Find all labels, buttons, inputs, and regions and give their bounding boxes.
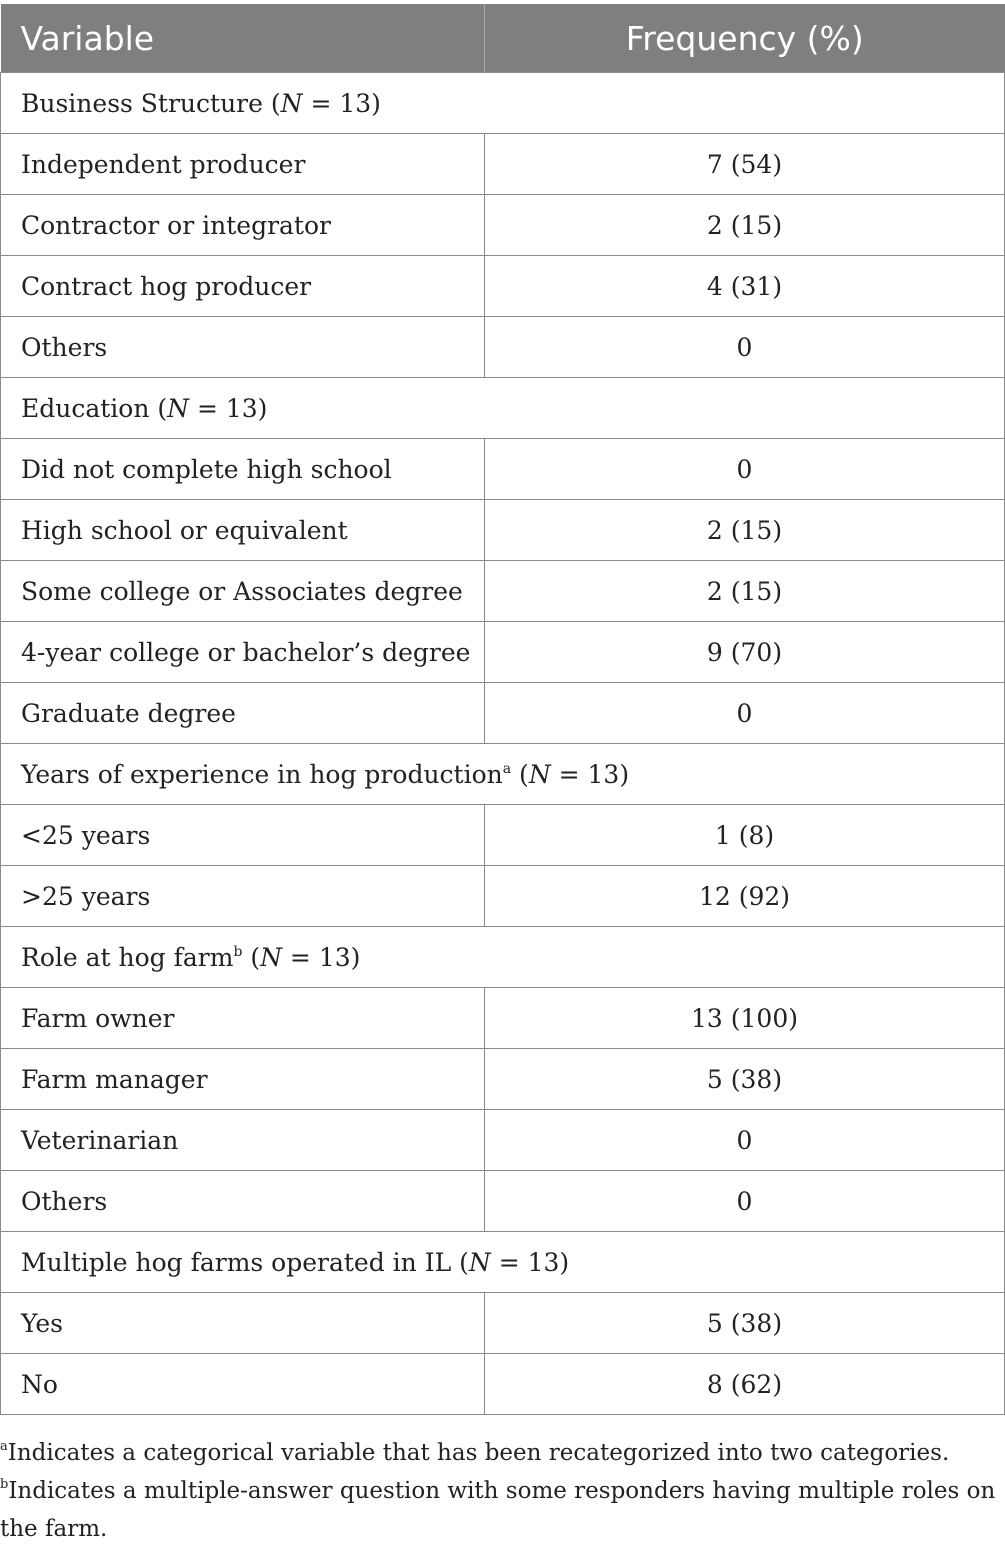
footnote-mark: a <box>0 1439 8 1454</box>
section-row <box>1 744 1005 805</box>
table-row <box>1 1049 1005 1110</box>
sample-size-label: N <box>260 942 282 972</box>
section-title <box>1 378 1005 439</box>
sample-size-value: = 13) <box>550 759 630 789</box>
row-value: 0 <box>485 1110 1005 1171</box>
row-label: 4-year college or bachelor’s degree <box>1 622 485 683</box>
row-value: 1 (8) <box>485 805 1005 866</box>
sample-size-label: N <box>528 759 551 789</box>
header-frequency: Frequency (%) <box>485 4 1005 73</box>
data-table <box>0 4 1005 1415</box>
section-row <box>1 1232 1005 1293</box>
footnote <box>0 1434 1000 1472</box>
section-title-text: Business Structure ( <box>21 88 281 118</box>
table-row <box>1 256 1005 317</box>
section-title <box>1 744 1005 805</box>
row-value: 0 <box>485 317 1005 378</box>
row-label: Farm owner <box>1 988 485 1049</box>
table-row <box>1 866 1005 927</box>
row-value: 0 <box>485 683 1005 744</box>
row-label: Others <box>1 317 485 378</box>
section-row <box>1 378 1005 439</box>
row-label: Some college or Associates degree <box>1 561 485 622</box>
row-label: Farm manager <box>1 1049 485 1110</box>
sample-size-value: = 13) <box>189 393 268 423</box>
table-row <box>1 1293 1005 1354</box>
footnote-marker: a <box>502 760 512 777</box>
table-row <box>1 805 1005 866</box>
row-label: Contractor or integrator <box>1 195 485 256</box>
row-value: 9 (70) <box>485 622 1005 683</box>
row-value: 7 (54) <box>485 134 1005 195</box>
section-title-text: Years of experience in hog production <box>21 759 503 789</box>
row-label: Others <box>1 1171 485 1232</box>
row-value: 0 <box>485 1171 1005 1232</box>
section-title <box>1 1232 1005 1293</box>
row-value: 8 (62) <box>485 1354 1005 1415</box>
row-value: 5 (38) <box>485 1049 1005 1110</box>
sample-size-label: N <box>167 393 190 423</box>
table-row <box>1 439 1005 500</box>
row-value: 13 (100) <box>485 988 1005 1049</box>
footnote-mark: b <box>0 1477 9 1492</box>
footnote-text: Indicates a multiple-answer question with some responders having multiple roles on the farm. <box>0 1478 996 1542</box>
row-value: 2 (15) <box>485 195 1005 256</box>
table-row <box>1 1354 1005 1415</box>
row-value: 12 (92) <box>485 866 1005 927</box>
section-title-text: Multiple hog farms operated in IL ( <box>21 1247 469 1277</box>
table-row <box>1 622 1005 683</box>
row-value: 4 (31) <box>485 256 1005 317</box>
table-row <box>1 683 1005 744</box>
sample-size-value: = 13) <box>302 88 381 118</box>
table-row <box>1 195 1005 256</box>
section-title <box>1 927 1005 988</box>
row-label: Veterinarian <box>1 1110 485 1171</box>
table-row <box>1 561 1005 622</box>
table-row <box>1 317 1005 378</box>
table-row <box>1 1110 1005 1171</box>
section-title <box>1 73 1005 134</box>
sample-size-label: N <box>280 88 303 118</box>
footnote <box>0 1472 1000 1548</box>
row-label: >25 years <box>1 866 485 927</box>
section-title-paren: ( <box>242 942 261 972</box>
row-value: 5 (38) <box>485 1293 1005 1354</box>
row-value: 2 (15) <box>485 500 1005 561</box>
row-label: <25 years <box>1 805 485 866</box>
sample-size-label: N <box>468 1247 491 1277</box>
section-title-paren: ( <box>511 759 529 789</box>
row-label: Did not complete high school <box>1 439 485 500</box>
row-label: Yes <box>1 1293 485 1354</box>
table-row <box>1 134 1005 195</box>
row-value: 0 <box>485 439 1005 500</box>
header-variable: Variable <box>1 4 485 73</box>
sample-size-value: = 13) <box>490 1247 570 1277</box>
row-label: Independent producer <box>1 134 485 195</box>
table-body <box>1 73 1005 1415</box>
table-row <box>1 1171 1005 1232</box>
header-row <box>1 4 1005 73</box>
row-label: No <box>1 1354 485 1415</box>
row-value: 2 (15) <box>485 561 1005 622</box>
section-title-text: Role at hog farm <box>21 942 234 972</box>
table-row <box>1 988 1005 1049</box>
footnote-text: Indicates a categorical variable that has been recategorized into two categories. <box>7 1440 950 1466</box>
section-title-text: Education ( <box>21 393 168 423</box>
footnote-marker: b <box>233 943 243 960</box>
footnotes <box>0 1434 1000 1548</box>
row-label: Graduate degree <box>1 683 485 744</box>
row-label: Contract hog producer <box>1 256 485 317</box>
sample-size-value: = 13) <box>281 942 361 972</box>
table-row <box>1 500 1005 561</box>
section-row <box>1 927 1005 988</box>
section-row <box>1 73 1005 134</box>
row-label: High school or equivalent <box>1 500 485 561</box>
